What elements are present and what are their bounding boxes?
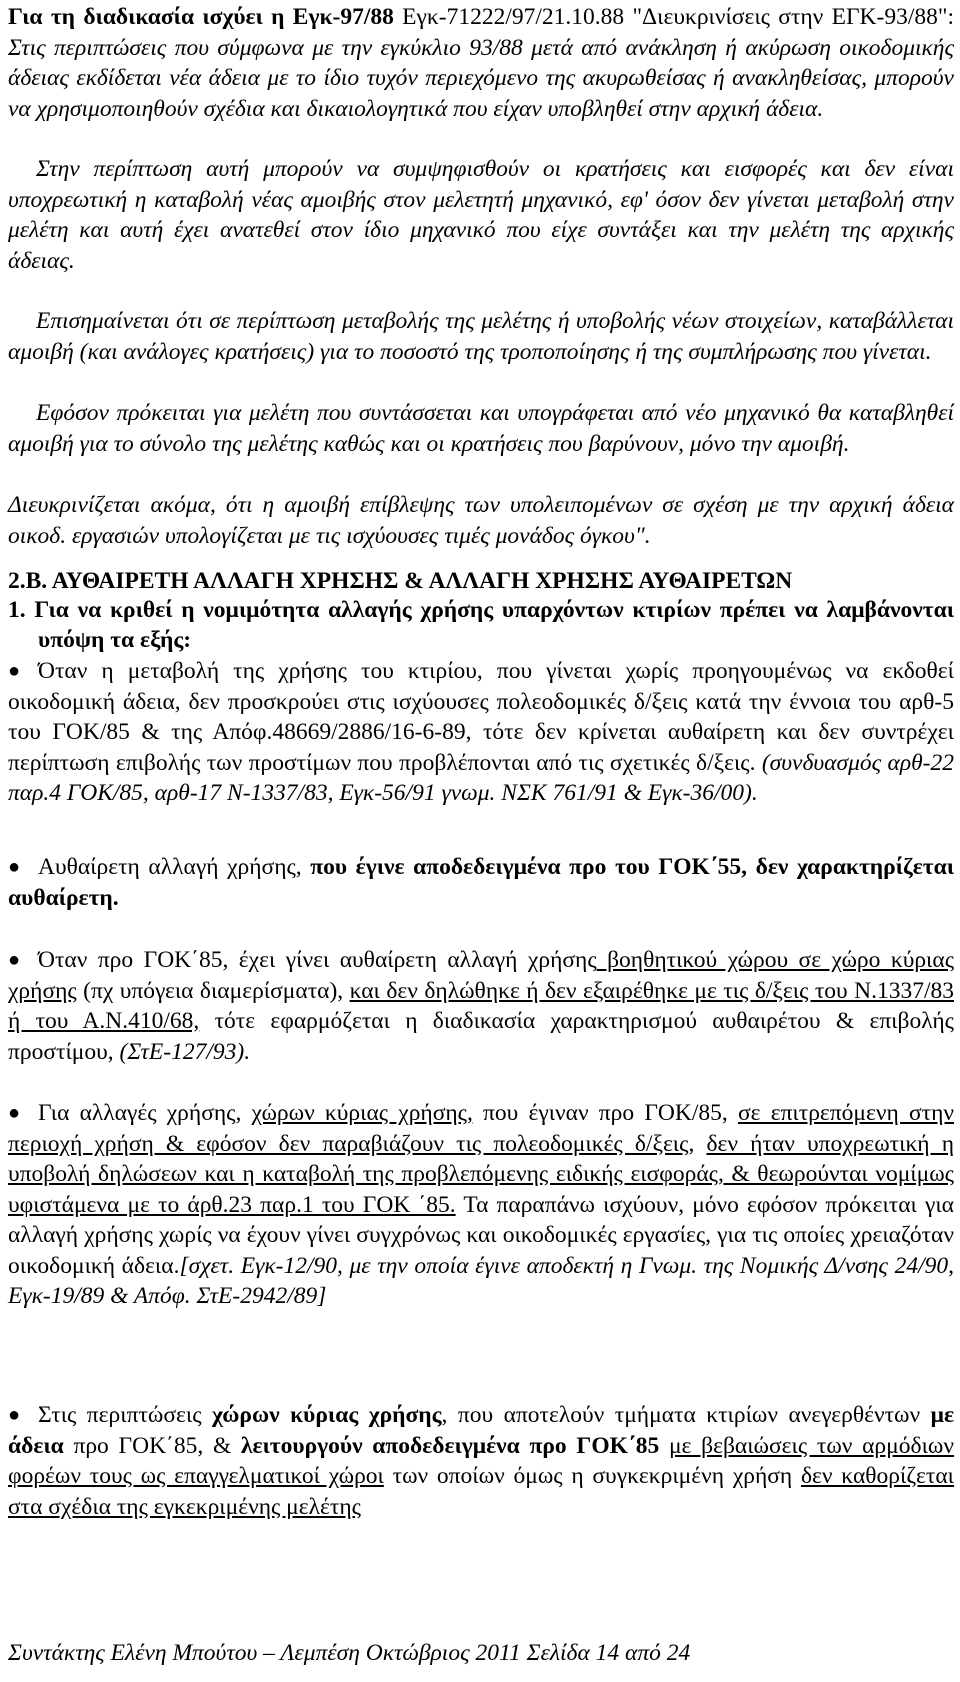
- bullet-2-text: Αυθαίρετη αλλαγή χρήσης,: [38, 854, 311, 880]
- bullet-5-text-a: Στις περιπτώσεις: [38, 1402, 213, 1428]
- bullet-4-underline-a: χώρων κύριας χρήσης,: [251, 1100, 473, 1126]
- bullet-text: [8, 1098, 954, 1312]
- intro-quote: Στις περιπτώσεις που σύμφωνα με την εγκύκλιο 93/88 μετά από ανάκληση ή ακύρωση οικοδομικής άδειας εκδίδεται νέα άδεια με το ίδιο τυχόν περιεχόμενο της ακυρωθείσας ή ανακληθείσας, μπορούν να χρησιμοποιηθούν σχέδια και δικαιολογητικά που είχαν υποβληθεί στην αρχική άδεια.: [8, 34, 954, 122]
- paragraph-supervision-fee: Διευκρινίζεται ακόμα, ότι η αμοιβή επίβλεψης των υπολειπομένων σε σχέση με την αρχική άδεια οικοδ. εργασιών υπολογίζεται με τις ισχύουσες τιμές μονάδος όγκου".: [8, 492, 954, 549]
- bullet-text: [8, 1400, 954, 1522]
- bullet-4-underline-c: δεν ήταν υποχρεωτική η υποβολή δηλώσεων και η καταβολή της προβλεπόμενης ειδικής εισφοράς, & θεωρούνται νομίμως υφιστάμενα με το άρθ.23 παρ.1 του ΓΟΚ ΄85.: [8, 1130, 954, 1218]
- paragraph-new-engineer: Εφόσον πρόκειται για μελέτη που συντάσσεται και υπογράφεται από νέο μηχανικό θα καταβληθεί αμοιβή για το σύνολο της μελέτης καθώς και οι κρατήσεις που βαρύνουν, μόνο την αμοιβή.: [8, 400, 954, 457]
- bullet-5-underline-b: δεν καθορίζεται στα σχέδια της εγκεκριμένης μελέτης: [8, 1463, 954, 1520]
- bullet-item-5: [8, 1400, 954, 1522]
- paragraph-modification-fee: Επισημαίνεται ότι σε περίπτωση μεταβολής της μελέτης ή υποβολής νέων στοιχείων, καταβάλλεται αμοιβή (και ανάλογες κρατήσεις) για το ποσοστό της τροποποίησης ή της συμπλήρωσης που γίνεται.: [8, 308, 954, 365]
- bullet-5-text-b: , που αποτελούν τμήματα κτιρίων ανεγερθέντων: [441, 1402, 931, 1428]
- bullet-5-text-d: των οποίων όμως η συγκεκριμένη χρήση: [383, 1463, 801, 1489]
- intro-paragraph: [8, 2, 954, 124]
- bullet-4-text-c: Τα παραπάνω ισχύουν, μόνο εφόσον πρόκειται για αλλαγή χρήσης χωρίς να έχουν γίνει συγχρόνως και οικοδομικές εργασίες, για τις οποίες χρειαζόταν οικοδομική άδεια.: [8, 1191, 954, 1279]
- bullet-2-bold: που έγινε αποδεδειγμένα προ του ΓΟΚ΄55, δεν χαρακτηρίζεται αυθαίρετη.: [8, 854, 955, 911]
- bullet-3-underline-b: και δεν δηλώθηκε ή δεν εξαιρέθηκε με τις δ/ξεις του Ν.1337/83 ή του Α.Ν.410/68,: [8, 977, 954, 1034]
- intro-bold-lead: Για τη διαδικασία ισχύει η Εγκ-97/88: [8, 4, 394, 30]
- intro-reference: Εγκ-71222/97/21.10.88 "Διευκρινίσεις στην ΕΓΚ-93/88":: [393, 4, 955, 30]
- bullet-1-reference: (συνδυασμός αρθ-22 παρ.4 ΓΟΚ/85, αρθ-17 Ν-1337/83, Εγκ-56/91 γνωμ. ΝΣΚ 761/91 & Εγκ-36/00).: [8, 749, 954, 806]
- bullet-icon: ●: [8, 660, 21, 682]
- bullet-3-text-a: Όταν προ ΓΟΚ΄85, έχει γίνει αυθαίρετη αλλαγή χρήσης: [38, 947, 597, 973]
- paragraph-offset-deductions: Στην περίπτωση αυτή μπορούν να συμψηφισθούν οι κρατήσεις και εισφορές και δεν είναι υποχρεωτική η καταβολή νέας αμοιβής στον μελετητή μηχανικό, εφ' όσον δεν γίνεται μεταβολή στην μελέτη και αυτή έχει ανατεθεί στον ίδιο μηχανικό που είχε συντάξει και την μελέτη της αρχικής άδειας.: [8, 156, 954, 274]
- bullet-5-underline-a: με βεβαιώσεις των αρμόδιων φορέων τους ως επαγγελματικοί χώροι: [8, 1432, 954, 1489]
- bullet-item-1: [8, 656, 954, 809]
- bullet-text: [8, 656, 954, 809]
- bullet-3-text-b: (πχ υπόγεια διαμερίσματα),: [76, 977, 350, 1004]
- bullet-text: [8, 852, 954, 913]
- bullet-4-reference: [σχετ. Εγκ-12/90, με την οποία έγινε αποδεκτή η Γνωμ. της Νομικής Δ/νσης 24/90, Εγκ-19/89 & Απόφ. ΣτΕ-2942/89]: [8, 1252, 954, 1309]
- bullet-5-bold-a: χώρων κύριας χρήσης: [212, 1402, 442, 1428]
- bullet-3-reference: (ΣτΕ-127/93).: [119, 1038, 251, 1065]
- bullet-item-3: [8, 945, 954, 1067]
- page-footer: Συντάκτης Ελένη Μπούτου – Λεμπέση Οκτώβριος 2011 Σελίδα 14 από 24: [8, 1640, 691, 1666]
- section-heading: 2.Β. ΑΥΘΑΙΡΕΤΗ ΑΛΛΑΓΗ ΧΡΗΣΗΣ & ΑΛΛΑΓΗ ΧΡΗΣΗΣ ΑΥΘΑΙΡΕΤΩΝ: [8, 568, 793, 594]
- bullet-icon: ●: [8, 1102, 21, 1124]
- bullet-4-text-a: Για αλλαγές χρήσης,: [38, 1100, 252, 1126]
- bullet-4-space: [694, 1131, 706, 1157]
- bullet-icon: ●: [8, 1404, 21, 1426]
- bullet-5-space: [659, 1433, 669, 1459]
- bullet-5-bold-b: με άδεια: [8, 1402, 954, 1459]
- bullet-item-4: [8, 1098, 954, 1312]
- subheading: 1. Για να κριθεί η νομιμότητα αλλαγής χρήσης υπαρχόντων κτιρίων πρέπει να λαμβάνονται υπόψη τα εξής:: [8, 597, 954, 653]
- bullet-item-2: [8, 852, 954, 913]
- bullet-icon: ●: [8, 949, 21, 971]
- bullet-4-text-b: που έγιναν προ ΓΟΚ/85,: [472, 1100, 738, 1126]
- bullet-5-bold-c: λειτουργούν αποδεδειγμένα προ ΓΟΚ΄85: [240, 1432, 660, 1459]
- bullet-1-text: Όταν η μεταβολή της χρήσης του κτιρίου, που γίνεται χωρίς προηγουμένως να εκδοθεί οικοδομική άδεια, δεν προσκρούει στις ισχύουσες πολεοδομικές δ/ξεις κατά την έννοια του αρθ-5 του ΓΟΚ/85 & της Απόφ.48669/2886/16-6-89, τότε δεν κρίνεται αυθαίρετη και δεν συντρέχει περίπτωση επιβολής των προστίμων που προβλέπονται από τις σχετικές δ/ξεις.: [8, 658, 954, 776]
- bullet-text: [8, 945, 954, 1067]
- bullet-5-text-c: προ ΓΟΚ΄85, &: [63, 1432, 241, 1459]
- bullet-icon: ●: [8, 856, 21, 878]
- bullet-4-underline-b: σε επιτρεπόμενη στην περιοχή χρήση & εφόσον δεν παραβιάζουν τις πολεοδομικές δ/ξεις,: [8, 1100, 955, 1157]
- bullet-3-text-c: τότε εφαρμόζεται η διαδικασία χαρακτηρισμού αυθαιρέτου & επιβολής προστίμου,: [8, 1008, 954, 1065]
- bullet-3-underline-a: βοηθητικού χώρου σε χώρο κύριας χρήσης: [8, 947, 954, 1004]
